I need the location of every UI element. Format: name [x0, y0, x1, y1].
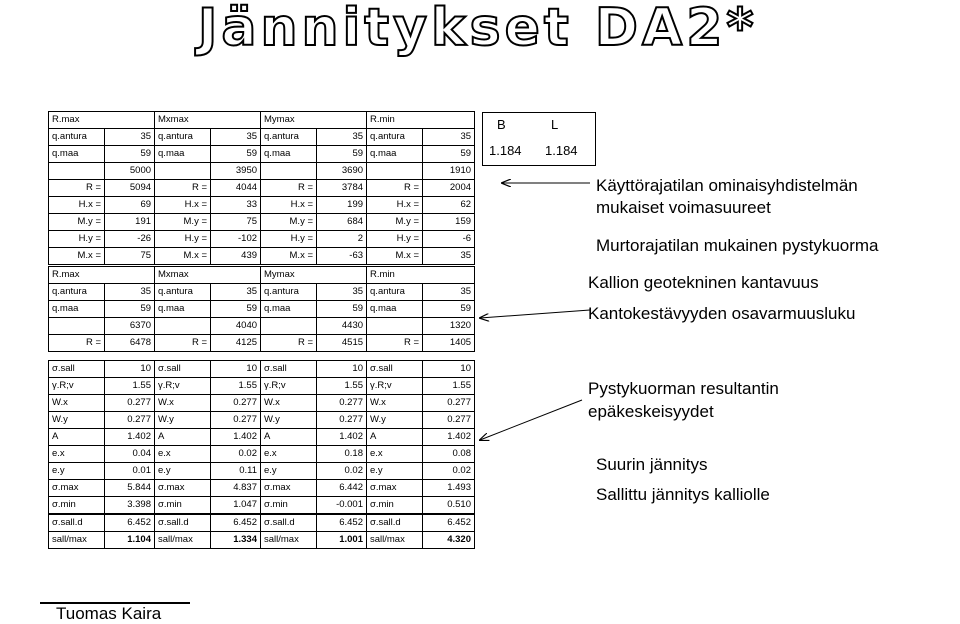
cell-value: 4.320	[423, 532, 475, 549]
cell-label: q.maa	[155, 301, 211, 318]
cell-value: 6.452	[423, 515, 475, 532]
cell-value: 35	[211, 284, 261, 301]
cell-label: W.y	[49, 412, 105, 429]
cell-value: 59	[211, 146, 261, 163]
cell-value: 1.104	[105, 532, 155, 549]
cell-label: q.maa	[261, 146, 317, 163]
column-header: Mxmax	[155, 267, 261, 284]
cell-value: 1.55	[105, 378, 155, 395]
cell-label: M.y =	[155, 214, 211, 231]
cell-value: 0.277	[317, 395, 367, 412]
cell-label: σ.max	[49, 480, 105, 497]
cell-value: 6.452	[211, 515, 261, 532]
cell-value: 1.402	[211, 429, 261, 446]
cell-label: σ.sall.d	[49, 515, 105, 532]
cell-label: q.antura	[367, 129, 423, 146]
cell-value: 6.442	[317, 480, 367, 497]
cell-value: 0.11	[211, 463, 261, 480]
cell-label: R =	[155, 180, 211, 197]
cell-label: M.x =	[49, 248, 105, 265]
cell-label: H.x =	[155, 197, 211, 214]
cell-label: e.y	[49, 463, 105, 480]
cell-label: M.x =	[367, 248, 423, 265]
cell-label: sall/max	[261, 532, 317, 549]
cell-value: 1405	[423, 335, 475, 352]
l-label: L	[551, 117, 559, 132]
cell-value: 1.55	[211, 378, 261, 395]
cell-value: 0.277	[211, 395, 261, 412]
cell-label: σ.sall	[261, 361, 317, 378]
cell-label: q.maa	[155, 146, 211, 163]
cell-label: A	[367, 429, 423, 446]
cell-value: 1320	[423, 318, 475, 335]
cell-value: -63	[317, 248, 367, 265]
cell-label: A	[155, 429, 211, 446]
cell-value: 4515	[317, 335, 367, 352]
cell-label: e.y	[261, 463, 317, 480]
cell-value: 0.277	[105, 412, 155, 429]
arrow-resultantti	[480, 400, 582, 440]
cell-label: γ.R;v	[261, 378, 317, 395]
cell-label: R =	[367, 180, 423, 197]
cell-value: 4430	[317, 318, 367, 335]
cell-value: 1.55	[423, 378, 475, 395]
cell-value: 0.08	[423, 446, 475, 463]
cell-label: γ.R;v	[49, 378, 105, 395]
cell-label: W.x	[155, 395, 211, 412]
cell-label: q.antura	[261, 284, 317, 301]
cell-label: e.y	[367, 463, 423, 480]
cell-label: σ.sall	[367, 361, 423, 378]
cell-value: 4.837	[211, 480, 261, 497]
cell-value: 3690	[317, 163, 367, 180]
cell-label: R =	[261, 180, 317, 197]
cell-value: 35	[317, 129, 367, 146]
cell-label: q.antura	[367, 284, 423, 301]
column-header: Mxmax	[155, 112, 261, 129]
cell-label: H.x =	[49, 197, 105, 214]
cell-value: 0.02	[317, 463, 367, 480]
note-kaytto-line2: mukaiset voimasuureet	[596, 198, 771, 217]
cell-label: W.y	[367, 412, 423, 429]
cell-value: 35	[423, 248, 475, 265]
cell-label: W.x	[367, 395, 423, 412]
cell-label: γ.R;v	[155, 378, 211, 395]
cell-value: 0.04	[105, 446, 155, 463]
cell-value: 35	[423, 129, 475, 146]
cell-label: q.antura	[49, 129, 105, 146]
cell-label: σ.sall.d	[261, 515, 317, 532]
page-title: Jännitykset DA2*	[198, 0, 758, 58]
cell-label: q.maa	[49, 146, 105, 163]
cell-label: R =	[261, 335, 317, 352]
cell-label: γ.R;v	[367, 378, 423, 395]
cell-value: 69	[105, 197, 155, 214]
column-header: R.min	[367, 267, 475, 284]
cell-label: sall/max	[49, 532, 105, 549]
note-resultantti-line2: epäkeskeisyydet	[588, 402, 714, 421]
cell-label: sall/max	[155, 532, 211, 549]
cell-label: q.antura	[261, 129, 317, 146]
author-name: Tuomas Kaira	[56, 604, 162, 623]
cell-value: -26	[105, 231, 155, 248]
cell-value: 199	[317, 197, 367, 214]
cell-value: 1.55	[317, 378, 367, 395]
cell-label: e.x	[49, 446, 105, 463]
column-header: R.min	[367, 112, 475, 129]
cell-value: 5.844	[105, 480, 155, 497]
cell-value: 6478	[105, 335, 155, 352]
l-value: 1.184	[545, 143, 578, 158]
cell-value: 35	[423, 284, 475, 301]
cell-label: σ.max	[155, 480, 211, 497]
cell-value: 59	[211, 301, 261, 318]
cell-label: W.x	[261, 395, 317, 412]
cell-label: R =	[155, 335, 211, 352]
cell-label: H.x =	[261, 197, 317, 214]
cell-label: M.x =	[155, 248, 211, 265]
cell-value: 0.02	[211, 446, 261, 463]
cell-value: 0.18	[317, 446, 367, 463]
cell-value: 439	[211, 248, 261, 265]
cell-label: M.y =	[49, 214, 105, 231]
cell-value: 1.001	[317, 532, 367, 549]
note-murto: Murtorajatilan mukainen pystykuorma	[596, 236, 879, 255]
cell-value: 191	[105, 214, 155, 231]
cell-value: 10	[317, 361, 367, 378]
cell-value: -6	[423, 231, 475, 248]
cell-label: A	[49, 429, 105, 446]
cell-value: 0.277	[423, 412, 475, 429]
column-header: R.max	[49, 112, 155, 129]
cell-value: 59	[317, 146, 367, 163]
cell-label: H.x =	[367, 197, 423, 214]
cell-value: 62	[423, 197, 475, 214]
cell-label: q.antura	[155, 284, 211, 301]
cell-value: 6370	[105, 318, 155, 335]
cell-value: 1.402	[105, 429, 155, 446]
note-kaytto-line1: Käyttörajatilan ominaisyhdistelmän	[596, 176, 858, 195]
cell-label: σ.sall.d	[367, 515, 423, 532]
cell-value: 35	[105, 129, 155, 146]
b-label: B	[497, 117, 506, 132]
cell-value: 0.510	[423, 497, 475, 514]
cell-value: 59	[423, 301, 475, 318]
cell-value: 35	[105, 284, 155, 301]
cell-value: 0.277	[317, 412, 367, 429]
cell-label: R =	[367, 335, 423, 352]
note-kantokestavyys: Kantokestävyyden osavarmuusluku	[588, 304, 856, 323]
cell-value: 0.277	[105, 395, 155, 412]
cell-label: W.x	[49, 395, 105, 412]
cell-label: q.maa	[367, 146, 423, 163]
cell-value: 59	[105, 146, 155, 163]
cell-label: e.y	[155, 463, 211, 480]
cell-label: M.y =	[367, 214, 423, 231]
note-sallittu: Sallittu jännitys kalliolle	[596, 485, 770, 504]
cell-label: R =	[49, 335, 105, 352]
cell-value: 10	[211, 361, 261, 378]
cell-value: 159	[423, 214, 475, 231]
cell-value: 33	[211, 197, 261, 214]
cell-label: σ.sall.d	[155, 515, 211, 532]
cell-value: 75	[211, 214, 261, 231]
cell-value: 10	[423, 361, 475, 378]
cell-label: q.maa	[49, 301, 105, 318]
cell-label: q.antura	[49, 284, 105, 301]
cell-label: M.y =	[261, 214, 317, 231]
cell-value: 2	[317, 231, 367, 248]
b-value: 1.184	[489, 143, 522, 158]
cell-label: σ.max	[367, 480, 423, 497]
cell-label: M.x =	[261, 248, 317, 265]
cell-value: -0.001	[317, 497, 367, 514]
cell-label: H.y =	[155, 231, 211, 248]
cell-label: H.y =	[49, 231, 105, 248]
cell-value: 3784	[317, 180, 367, 197]
cell-value: -102	[211, 231, 261, 248]
cell-value: 0.01	[105, 463, 155, 480]
cell-value: 3.398	[105, 497, 155, 514]
cell-value: 5000	[105, 163, 155, 180]
cell-label: e.x	[261, 446, 317, 463]
column-header: R.max	[49, 267, 155, 284]
cell-label: σ.min	[155, 497, 211, 514]
cell-label: σ.sall	[49, 361, 105, 378]
cell-value: 1.402	[317, 429, 367, 446]
cell-value: 1.493	[423, 480, 475, 497]
cell-label: sall/max	[367, 532, 423, 549]
cell-value: 1.334	[211, 532, 261, 549]
cell-value: 3950	[211, 163, 261, 180]
cell-label: σ.sall	[155, 361, 211, 378]
cell-label: H.y =	[367, 231, 423, 248]
cell-value: 5094	[105, 180, 155, 197]
note-resultantti-line1: Pystykuorman resultantin	[588, 379, 779, 398]
arrow-murto	[480, 310, 590, 318]
cell-value: 35	[211, 129, 261, 146]
cell-label: A	[261, 429, 317, 446]
cell-value: 4125	[211, 335, 261, 352]
cell-value: 0.02	[423, 463, 475, 480]
cell-value: 6.452	[105, 515, 155, 532]
cell-value: 35	[317, 284, 367, 301]
cell-value: 1.047	[211, 497, 261, 514]
cell-value: 0.277	[423, 395, 475, 412]
cell-label: e.x	[155, 446, 211, 463]
cell-label: H.y =	[261, 231, 317, 248]
cell-label: e.x	[367, 446, 423, 463]
cell-label: q.maa	[367, 301, 423, 318]
cell-label: W.y	[261, 412, 317, 429]
cell-value: 75	[105, 248, 155, 265]
cell-label: σ.max	[261, 480, 317, 497]
cell-value: 10	[105, 361, 155, 378]
cell-value: 59	[105, 301, 155, 318]
note-suurin: Suurin jännitys	[596, 455, 708, 474]
cell-value: 6.452	[317, 515, 367, 532]
cell-value: 1.402	[423, 429, 475, 446]
cell-label: R =	[49, 180, 105, 197]
cell-label: q.maa	[261, 301, 317, 318]
cell-label: σ.min	[261, 497, 317, 514]
cell-value: 2004	[423, 180, 475, 197]
cell-value: 1910	[423, 163, 475, 180]
cell-value: 59	[317, 301, 367, 318]
cell-value: 4040	[211, 318, 261, 335]
cell-label: σ.min	[367, 497, 423, 514]
cell-label: σ.min	[49, 497, 105, 514]
cell-value: 4044	[211, 180, 261, 197]
note-kallio: Kallion geotekninen kantavuus	[588, 273, 819, 292]
cell-label: W.y	[155, 412, 211, 429]
cell-value: 0.277	[211, 412, 261, 429]
column-header: Mymax	[261, 112, 367, 129]
column-header: Mymax	[261, 267, 367, 284]
cell-value: 59	[423, 146, 475, 163]
cell-label: q.antura	[155, 129, 211, 146]
cell-value: 684	[317, 214, 367, 231]
